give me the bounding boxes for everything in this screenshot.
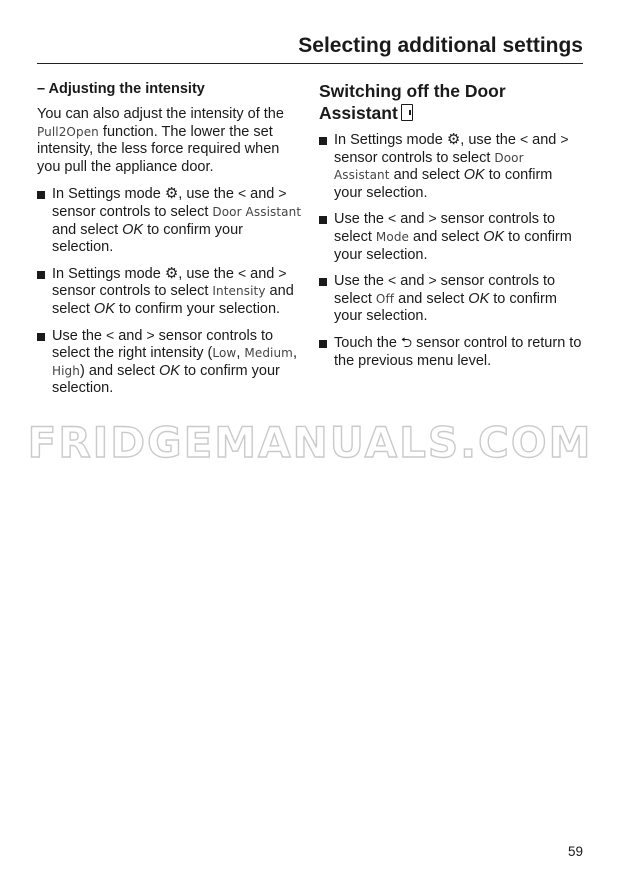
- bullet-square-icon: [319, 216, 327, 224]
- gear-icon: ⚙: [164, 185, 179, 203]
- chevron-left-icon: <: [237, 264, 247, 281]
- door-icon: [401, 104, 413, 121]
- list-item: In Settings mode ⚙, use the < and > sensor controls to select Intensity and select OK to confirm your selection.: [37, 266, 303, 319]
- page-title: Selecting additional settings: [37, 34, 583, 64]
- right-column: [319, 80, 583, 379]
- chevron-left-icon: <: [106, 326, 115, 343]
- chevron-right-icon: >: [428, 272, 437, 289]
- bullet-square-icon: [37, 191, 45, 199]
- ok-label: OK: [483, 228, 505, 245]
- left-steps: [37, 186, 303, 398]
- bullet-square-icon: [319, 278, 327, 286]
- chevron-left-icon: <: [388, 210, 397, 227]
- list-item: In Settings mode ⚙, use the < and > sensor controls to select Door Assistant and select OK to confirm your selection.: [37, 186, 303, 256]
- chevron-left-icon: <: [388, 272, 397, 289]
- bullet-square-icon: [319, 137, 327, 145]
- list-item: Use the < and > sensor controls to select Off and select OK to confirm your selection.: [319, 273, 583, 326]
- chevron-left-icon: <: [519, 131, 529, 147]
- gear-icon: ⚙: [446, 131, 461, 148]
- intro-paragraph: You can also adjust the intensity of the Pull2Open function. The lower the set intensity, the less force required when you pull the appliance door.: [37, 106, 284, 175]
- ok-label: OK: [468, 290, 490, 307]
- back-arrow-icon: ⮌: [400, 333, 413, 350]
- watermark: FRIDGEMANUALS.COM: [27, 418, 593, 467]
- ok-label: OK: [158, 362, 180, 379]
- display-text-high: High: [52, 363, 80, 378]
- bullet-square-icon: [37, 333, 45, 341]
- bullet-square-icon: [319, 340, 327, 348]
- display-text: Door Assistant: [334, 150, 524, 183]
- gear-icon: ⚙: [164, 264, 179, 282]
- chevron-right-icon: >: [278, 264, 287, 281]
- left-column: [37, 80, 303, 407]
- chevron-left-icon: <: [237, 185, 247, 202]
- ok-label: OK: [93, 300, 115, 317]
- ok-label: OK: [122, 221, 144, 238]
- chevron-right-icon: >: [278, 185, 287, 202]
- section-title: Switching off the Door Assistant: [319, 81, 506, 123]
- display-text: Door Assistant: [212, 204, 302, 219]
- list-item: Use the < and > sensor controls to select the right intensity (Low, Medium, High) and select OK to confirm your selection.: [37, 328, 303, 398]
- subheading-adjusting-intensity: – Adjusting the intensity: [37, 81, 205, 97]
- list-item: Use the < and > sensor controls to select Mode and select OK to confirm your selection.: [319, 211, 583, 264]
- list-item: In Settings mode ⚙, use the < and > sensor controls to select Door Assistant and select OK to confirm your selection.: [319, 132, 583, 202]
- display-text: Intensity: [212, 284, 266, 299]
- chevron-right-icon: >: [560, 131, 569, 147]
- display-text: Mode: [375, 229, 410, 244]
- bullet-square-icon: [37, 271, 45, 279]
- display-text-medium: Medium: [244, 346, 293, 361]
- page-header: [37, 34, 583, 64]
- chevron-right-icon: >: [428, 210, 437, 227]
- ok-label: OK: [463, 167, 485, 184]
- display-text: Off: [375, 291, 395, 306]
- chevron-right-icon: >: [146, 326, 155, 343]
- page-number: 59: [567, 844, 583, 859]
- right-steps: [319, 132, 583, 370]
- display-text-pull2open: Pull2Open: [37, 124, 99, 139]
- display-text-low: Low: [212, 346, 237, 361]
- list-item: Touch the ⮌ sensor control to return to the previous menu level.: [319, 335, 583, 370]
